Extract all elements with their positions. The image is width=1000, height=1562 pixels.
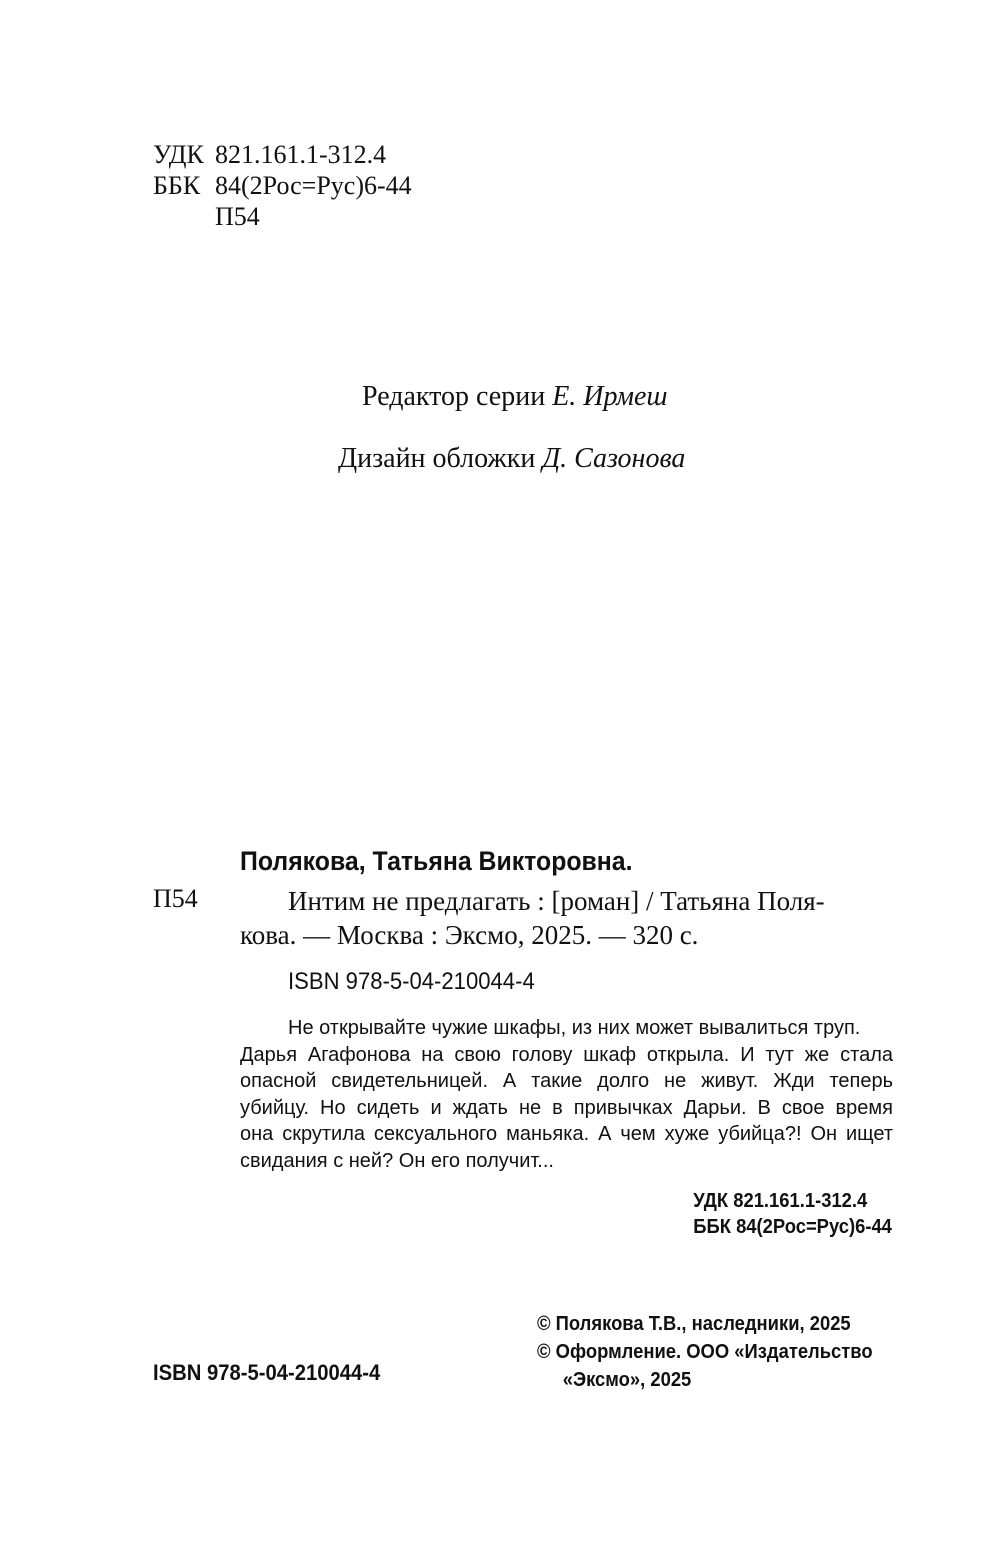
series-editor-credit bbox=[362, 380, 668, 414]
series-editor-label: Редактор серии bbox=[362, 381, 546, 412]
catalog-udk: УДК 821.161.1-312.4 bbox=[693, 1190, 868, 1212]
copyright-block bbox=[537, 1310, 873, 1394]
catalog-title-line2: кова. — Москва : Эксмо, 2025. — 320 с. bbox=[240, 920, 699, 950]
catalog-author: Полякова, Татьяна Викторовна. bbox=[240, 846, 633, 876]
annotation-line: она скрутила сексуального маньяка. А чем хуже убийца?! Он ищет bbox=[240, 1123, 893, 1145]
udk-row bbox=[153, 140, 386, 170]
annotation bbox=[240, 1015, 893, 1174]
cover-design-credit bbox=[338, 442, 685, 476]
bbk-label: ББК bbox=[153, 171, 201, 200]
author-sign-row bbox=[153, 202, 260, 232]
copyright-line: © Оформление. ООО «Издательство bbox=[537, 1341, 873, 1363]
series-editor-name: Е. Ирмеш bbox=[552, 381, 668, 412]
catalog-code: П54 bbox=[153, 884, 198, 913]
catalog-bbk: ББК 84(2Рос=Рус)6-44 bbox=[693, 1216, 892, 1238]
author-sign: П54 bbox=[215, 202, 260, 231]
udk-label: УДК bbox=[153, 140, 204, 169]
catalog-codes bbox=[693, 1188, 892, 1240]
bbk-row bbox=[153, 171, 412, 201]
copyright-line: «Эксмо», 2025 bbox=[562, 1369, 692, 1391]
copyright-line: © Полякова Т.В., наследники, 2025 bbox=[537, 1313, 851, 1335]
cover-design-name: Д. Сазонова bbox=[542, 443, 686, 474]
bbk-value: 84(2Рос=Рус)6-44 bbox=[215, 171, 412, 200]
annotation-line: Не открывайте чужие шкафы, из них может вывалиться труп. bbox=[288, 1017, 861, 1039]
annotation-line: Дарья Агафонова на свою голову шкаф открыла. И тут же стала bbox=[240, 1043, 893, 1066]
annotation-line: убийцу. Но сидеть и ждать не в привычках Дарьи. В свое время bbox=[240, 1096, 893, 1119]
annotation-line: опасной свидетельницей. А такие долго не живут. Жди теперь bbox=[240, 1070, 893, 1092]
footer-isbn: ISBN 978-5-04-210044-4 bbox=[153, 1360, 381, 1385]
annotation-paragraph bbox=[240, 1015, 893, 1042]
catalog-title-line1: Интим не предлагать : [роман] / Татьяна Поля- bbox=[288, 886, 825, 916]
catalog-isbn: ISBN 978-5-04-210044-4 bbox=[288, 968, 535, 995]
udk-value: 821.161.1-312.4 bbox=[215, 140, 387, 169]
annotation-line: свидания с ней? Он его получит... bbox=[240, 1149, 554, 1172]
cover-design-label: Дизайн обложки bbox=[338, 443, 536, 474]
